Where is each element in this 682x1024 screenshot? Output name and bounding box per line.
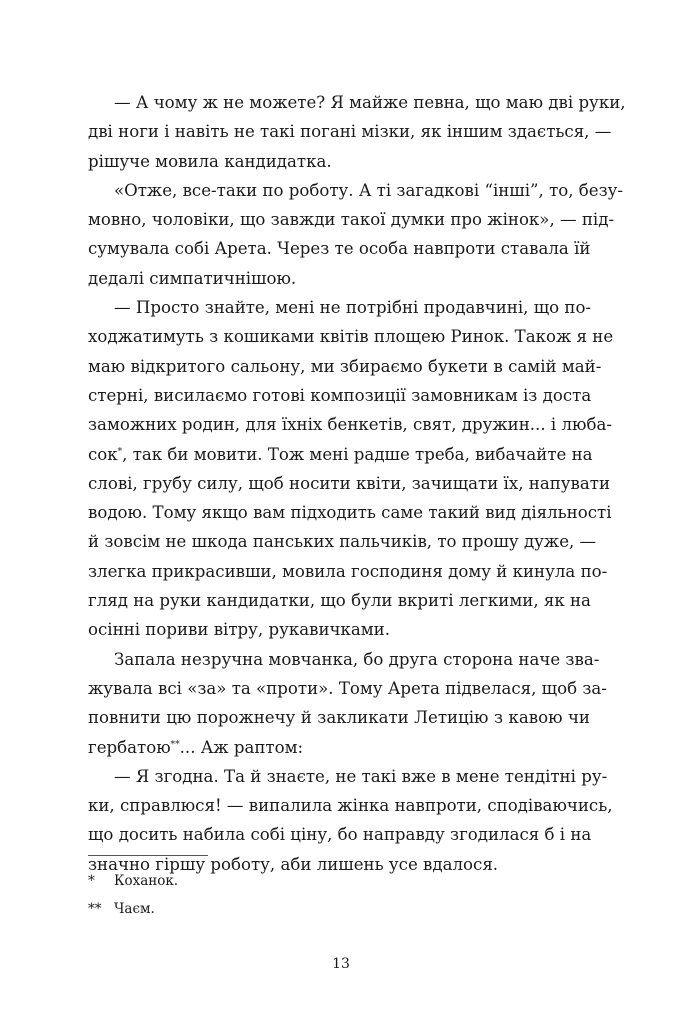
text-line: жувала всі «за» та «проти». Тому Арета підвелася, щоб за- <box>88 678 607 698</box>
line-segment: сок <box>88 444 118 464</box>
text-line: Запала незручна мовчанка, бо друга сторона наче зва- <box>114 649 600 669</box>
text-line: — Я згодна. Та й знаєте, не такі вже в мене тендітні ру- <box>114 766 608 786</box>
text-line: рішуче мовила кандидатка. <box>88 151 332 171</box>
text-line: гляд на руки кандидатки, що були вкриті легкими, як на <box>88 591 591 611</box>
text-line: повнити цю порожнечу й закликати Летицію з кавою чи <box>88 708 590 728</box>
footnote <box>88 872 178 890</box>
text-line <box>88 733 590 762</box>
footnote <box>88 900 155 918</box>
footnote-ref: * <box>117 446 123 457</box>
text-line: маю відкритого сальону, ми збираємо букети в самій май- <box>88 356 602 376</box>
text-line: ходжатимуть з кошиками квітів площею Ринок. Також я не <box>88 327 614 347</box>
footnote-text: Коханок. <box>114 873 179 889</box>
text-line: дві ноги і навіть не такі погані мізки, як іншим здається, — <box>88 122 612 142</box>
text-line: слові, грубу силу, щоб носити квіти, зачищати їх, напувати <box>88 473 611 493</box>
text-line: сумувала собі Арета. Через те особа навпроти ставала їй <box>88 239 591 259</box>
text-line: заможних родин, для їхніх бенкетів, свят, дружин... і люба- <box>88 415 612 435</box>
page-number: 13 <box>332 956 350 972</box>
text-line: значно гіршу роботу, аби лишень усе вдалося. <box>88 854 499 874</box>
text-line: ки, справлюся! — випалила жінка навпроти, сподіваючись, <box>88 796 613 816</box>
line-segment: ... Аж раптом: <box>179 737 304 757</box>
text-line: — Просто знайте, мені не потрібні продавчині, що по- <box>114 298 592 318</box>
footnote-text: Чаєм. <box>114 901 155 917</box>
text-line: водою. Тому якщо вам підходить саме такий вид діяльності <box>88 503 612 523</box>
text-line: осінні пориви вітру, рукавичками. <box>88 620 390 640</box>
main-text <box>88 88 626 879</box>
text-line: злегка прикрасивши, мовила господиня дому й кинула по- <box>88 561 608 581</box>
text-line: дедалі симпатичнішою. <box>88 268 297 288</box>
footnote-mark: * <box>88 873 95 889</box>
line-segment: гербатою <box>88 737 171 757</box>
footnote-mark: ** <box>88 901 102 917</box>
footnote-ref: ** <box>170 739 180 750</box>
text-line: що досить набила собі ціну, бо направду згодилася б і на <box>88 825 592 845</box>
text-line: «Отже, все-таки по роботу. А ті загадкові “інші”, то, безу- <box>114 180 624 200</box>
text-line <box>88 440 593 469</box>
text-line: мовно, чоловіки, що завжди такої думки про жінок», — під- <box>88 210 615 230</box>
footnote-divider <box>88 855 208 856</box>
text-line: стерні, висилаємо готові композиції замовникам із доста <box>88 385 592 405</box>
text-line: — А чому ж не можете? Я майже певна, що маю дві руки, <box>114 93 626 112</box>
text-line: й зовсім не шкода панських пальчиків, то прошу дуже, — <box>88 532 597 552</box>
line-segment: , так би мовити. Тож мені радше треба, вибачайте на <box>122 444 593 464</box>
